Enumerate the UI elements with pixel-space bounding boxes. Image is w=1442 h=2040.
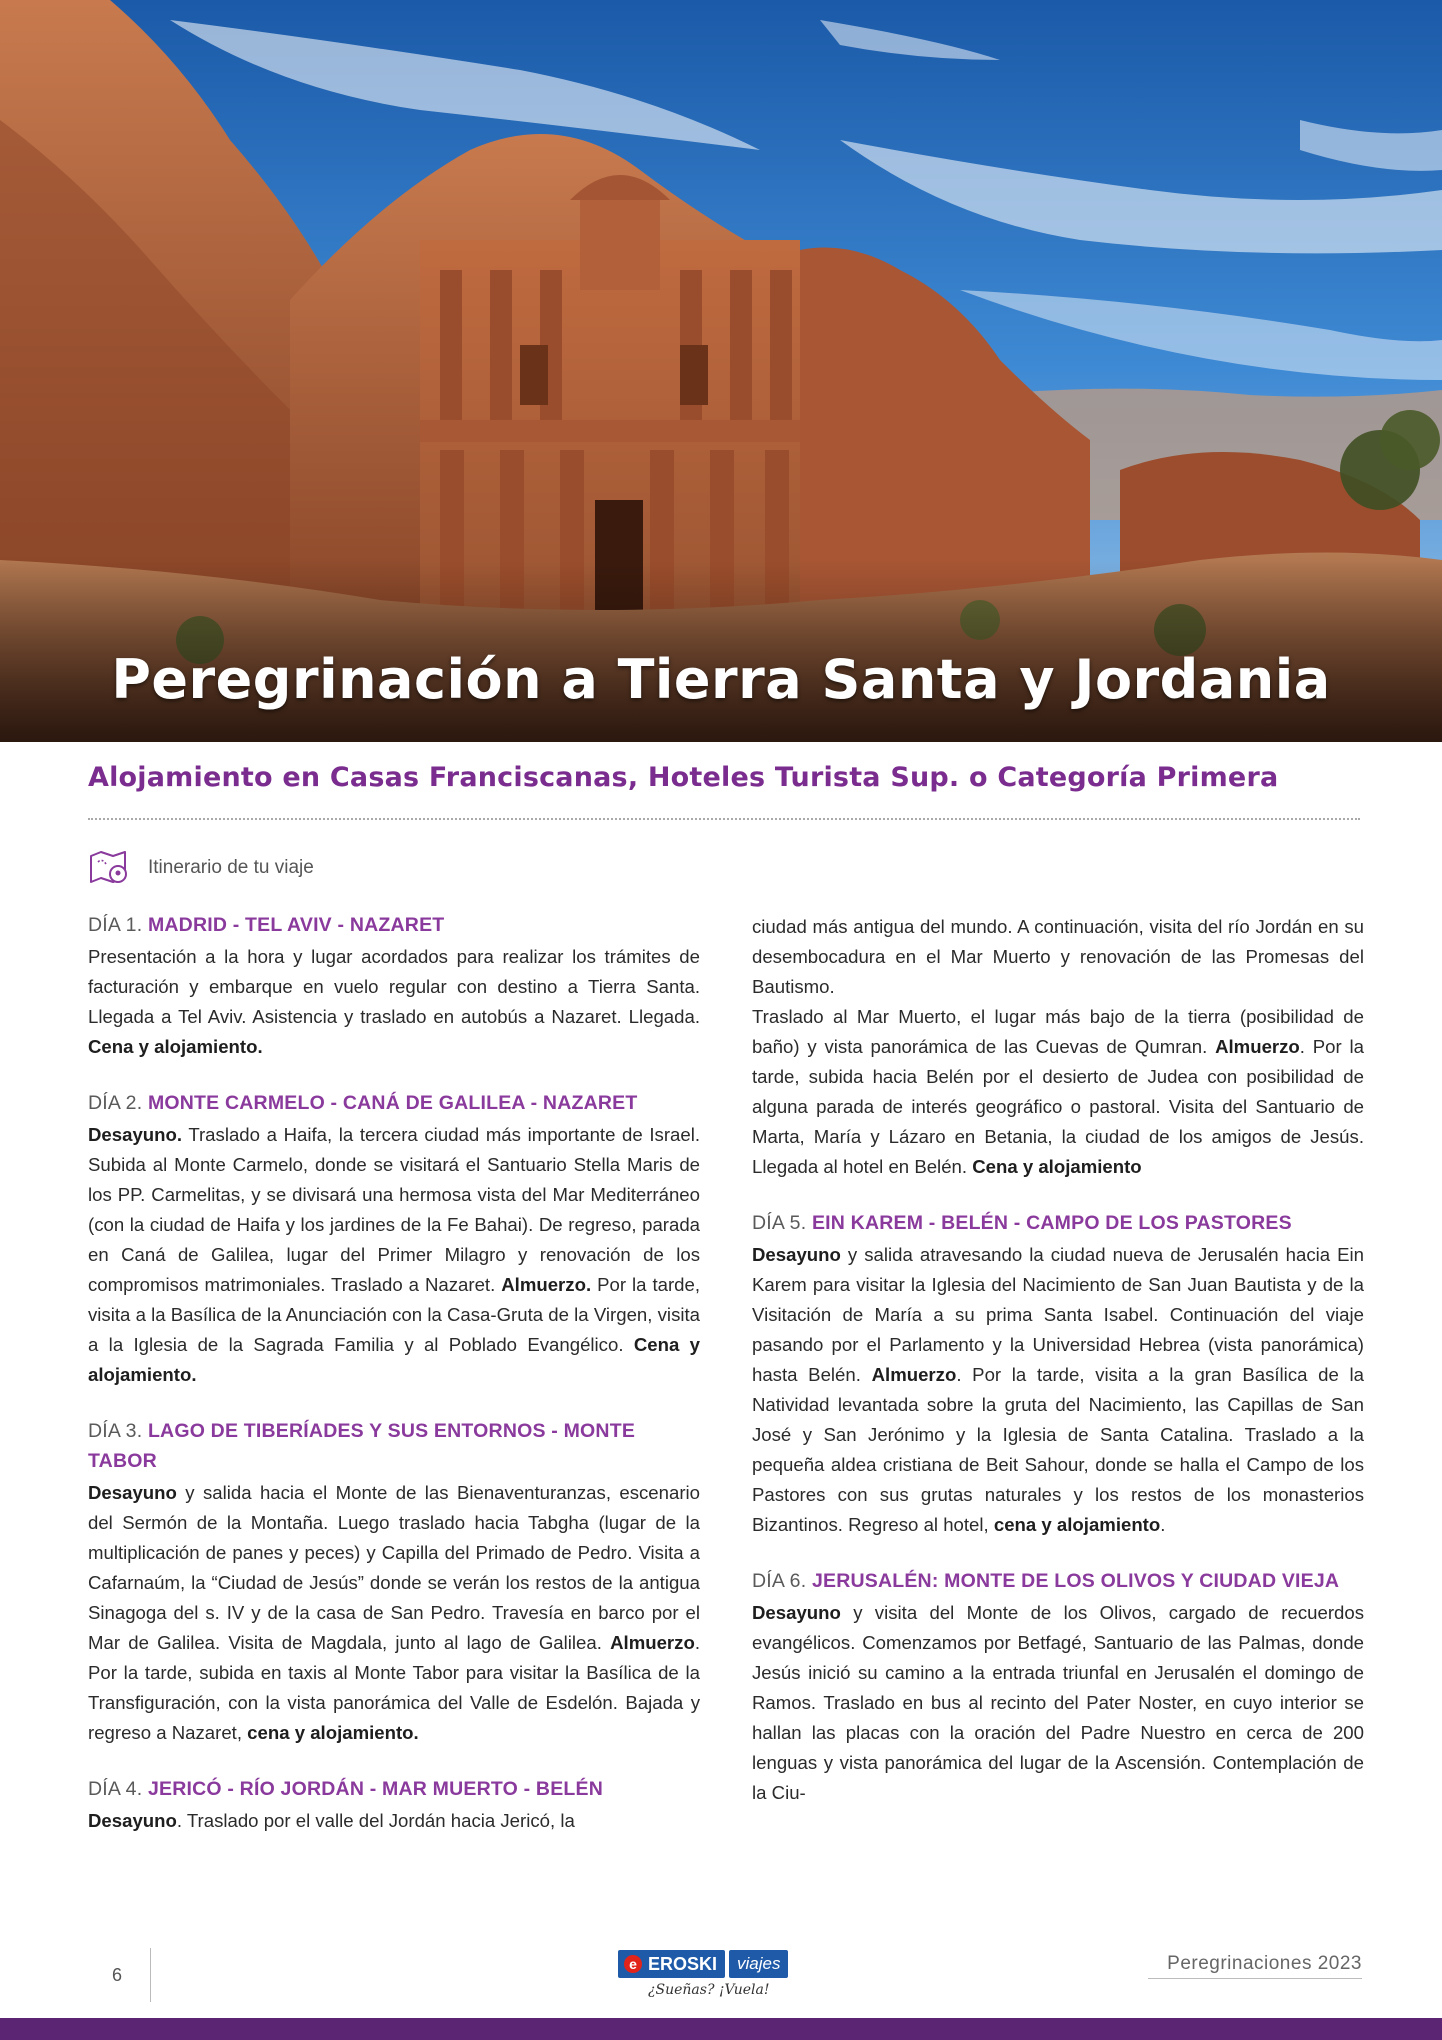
day-heading [88,910,700,940]
day-paragraph [88,1120,700,1390]
page-number: 6 [112,1965,123,1985]
day-4-continued [752,912,1364,1182]
text-run: . Traslado por el valle del Jordán hacia Jericó, la [176,1810,575,1831]
bold-run: Cena y alojamiento. [88,1036,263,1057]
bottom-color-bar [0,2018,1442,2040]
bold-run: cena y alojamiento [993,1514,1161,1535]
itinerary-day [752,1566,1364,1808]
itinerary-day [88,910,700,1062]
day-paragraph [752,1240,1364,1540]
day-heading [752,1208,1364,1238]
text-run: . Por la tarde, subida en taxis al Monte Tabor para visitar la Basílica de la Transfiguración, con la vista panorámica del Valle de Esdelón. Bajada y regreso a Nazaret, [88,1632,700,1743]
day-number: DÍA 6. [752,1570,812,1592]
day-route: EIN KAREM - BELÉN - CAMPO DE LOS PASTORES [811,1212,1292,1234]
day-route: MONTE CARMELO - CANÁ DE GALILEA - NAZARET [147,1092,638,1114]
day-number: DÍA 2. [88,1092,148,1114]
footer-separator [150,1948,151,2002]
text-run: ciudad más antigua del mundo. A continuación, visita del río Jordán en su desembocadura en el Mar Muerto y renovación de las Promesas del Bautismo. [752,916,1364,997]
brand-tagline: ¿Sueñas? ¡Vuela! [648,1982,770,1998]
brand-suffix: viajes [729,1950,788,1978]
day-heading [88,1088,700,1118]
day-paragraph [88,1806,700,1836]
text-run: y salida atravesando la ciudad nueva de Jerusalén hacia Ein Karem para visitar la Iglesia del Nacimiento de San Juan Bautista y de la Visitación de María a su prima Santa Isabel. Continuación del viaje pasando por el Parlamento y la Universidad Hebrea (vista panorámica) hasta Belén. [752,1244,1364,1385]
bold-run: Desayuno [88,1482,177,1503]
text-run: Traslado a Haifa, la tercera ciudad más importante de Israel. Subida al Monte Carmelo, donde se visitará el Santuario Stella Maris de los PP. Carmelitas, y se divisará una hermosa vista del Mar Mediterráneo (con la ciudad de Haifa y los jardines de la Fe Bahai). De regreso, parada en Caná de Galilea, lugar del Primer Milagro y renovación de los compromisos matrimoniales. Traslado a Nazaret. [88,1124,700,1295]
brand-name: EROSKI [648,1954,718,1974]
day-paragraph [752,1002,1364,1182]
eroski-logo [618,1950,725,1978]
petra-monastery-photo [0,0,1442,742]
text-run: . [1160,1514,1166,1535]
bold-run: Almuerzo [610,1632,695,1653]
itinerary-column-right [752,912,1364,1834]
day-paragraph [88,1478,700,1748]
day-number: DÍA 4. [88,1778,148,1800]
itinerary-header [88,848,314,888]
accommodation-subtitle: Alojamiento en Casas Franciscanas, Hoteles Turista Sup. o Categoría Primera [88,762,1279,793]
text-run: . Por la tarde, visita a la gran Basílica de la Natividad levantada sobre la gruta del Nacimiento, las Capillas de San José y San Jerónimo y la Iglesia de Santa Catalina. Traslado a la pequeña aldea cristiana de Beit Sahour, donde se halla el Campo de los Pastores con sus grutas naturales y los restos de los monasterios Bizantinos. Regreso al hotel, [752,1364,1364,1535]
day-route: MADRID - TEL AVIV - NAZARET [147,914,445,936]
page-title: Peregrinación a Tierra Santa y Jordania [111,648,1331,711]
day-paragraph [88,942,700,1062]
day-route: LAGO DE TIBERÍADES Y SUS ENTORNOS - MONTE TABOR [88,1420,636,1472]
itinerary-day [88,1088,700,1390]
day-heading [752,1566,1364,1596]
text-run: Traslado al Mar Muerto, el lugar más bajo de la tierra (posibilidad de baño) y vista panorámica de las Cuevas de Qumran. [752,1006,1364,1057]
bold-run: cena y alojamiento. [247,1722,419,1743]
bold-run: Desayuno [752,1244,841,1265]
text-run: y visita del Monte de los Olivos, cargado de recuerdos evangélicos. Comenzamos por Betfagé, Santuario de las Palmas, donde Jesús inició su camino a la entrada triunfal en Jerusalén el domingo de Ramos. Traslado en bus al recinto del Pater Noster, en cuyo interior se hallan las placas con la oración del Padre Nuestro en cerca de 200 lenguas y vista panorámica del lugar de la Ascensión. Contemplación de la Ciu- [752,1602,1364,1803]
hero-image [0,0,1442,742]
bold-run: Desayuno [752,1602,841,1623]
text-run: Presentación a la hora y lugar acordados para realizar los trámites de facturación y embarque en vuelo regular con destino a Tierra Santa. Llegada a Tel Aviv. Asistencia y traslado en autobús a Nazaret. Llegada. [88,946,700,1027]
itinerary-day [88,1774,700,1836]
day-heading [88,1416,700,1476]
day-heading [88,1774,700,1804]
text-run: Por la tarde, visita a la Basílica de la Anunciación con la Casa-Gruta de la Virgen, visita a la Iglesia de la Sagrada Familia y al Poblado Evangélico. [88,1274,700,1355]
itinerary-day [88,1416,700,1748]
text-run: . Por la tarde, subida hacia Belén por el desierto de Judea con posibilidad de alguna parada de interés geográfico o pastoral. Visita del Santuario de Marta, María y Lázaro en Betania, la ciudad de los amigos de Jesús. Llegada al hotel en Belén. [752,1036,1364,1177]
day-number: DÍA 3. [88,1420,148,1442]
day-route: JERUSALÉN: MONTE DE LOS OLIVOS Y CIUDAD VIEJA [811,1570,1340,1592]
bold-run: Cena y alojamiento. [88,1334,700,1385]
itinerary-day [752,1208,1364,1540]
text-run: y salida hacia el Monte de las Bienaventuranzas, escenario del Sermón de la Montaña. Luego traslado hacia Tabgha (lugar de la multiplicación de panes y peces) y Capilla del Primado de Pedro. Visita a Cafarnaúm, la “Ciudad de Jesús” donde se verán los restos de la antigua Sinagoga del s. IV y de la casa de San Pedro. Travesía en barco por el Mar de Galilea. Visita de Magdala, junto al lago de Galilea. [88,1482,700,1653]
dotted-divider [88,818,1360,820]
day-number: DÍA 5. [752,1212,812,1234]
bold-run: Desayuno [88,1810,177,1831]
edition-label: Peregrinaciones 2023 [1148,1944,1362,1979]
map-pin-icon [88,848,130,888]
itinerary-label: Itinerario de tu viaje [148,857,314,878]
day-paragraph [752,1598,1364,1808]
bold-run: Almuerzo. [501,1274,592,1295]
brand-logo [618,1950,826,2006]
bold-run: Almuerzo [871,1364,957,1385]
bold-run: Desayuno. [88,1124,183,1145]
bold-run: Almuerzo [1215,1036,1300,1057]
day-number: DÍA 1. [88,914,148,936]
day-paragraph [752,912,1364,1002]
day-route: JERICÓ - RÍO JORDÁN - MAR MUERTO - BELÉN [147,1778,604,1800]
eroski-e-icon: e [624,1955,642,1973]
itinerary-column-left [88,910,700,1862]
bold-run: Cena y alojamiento [972,1156,1142,1177]
